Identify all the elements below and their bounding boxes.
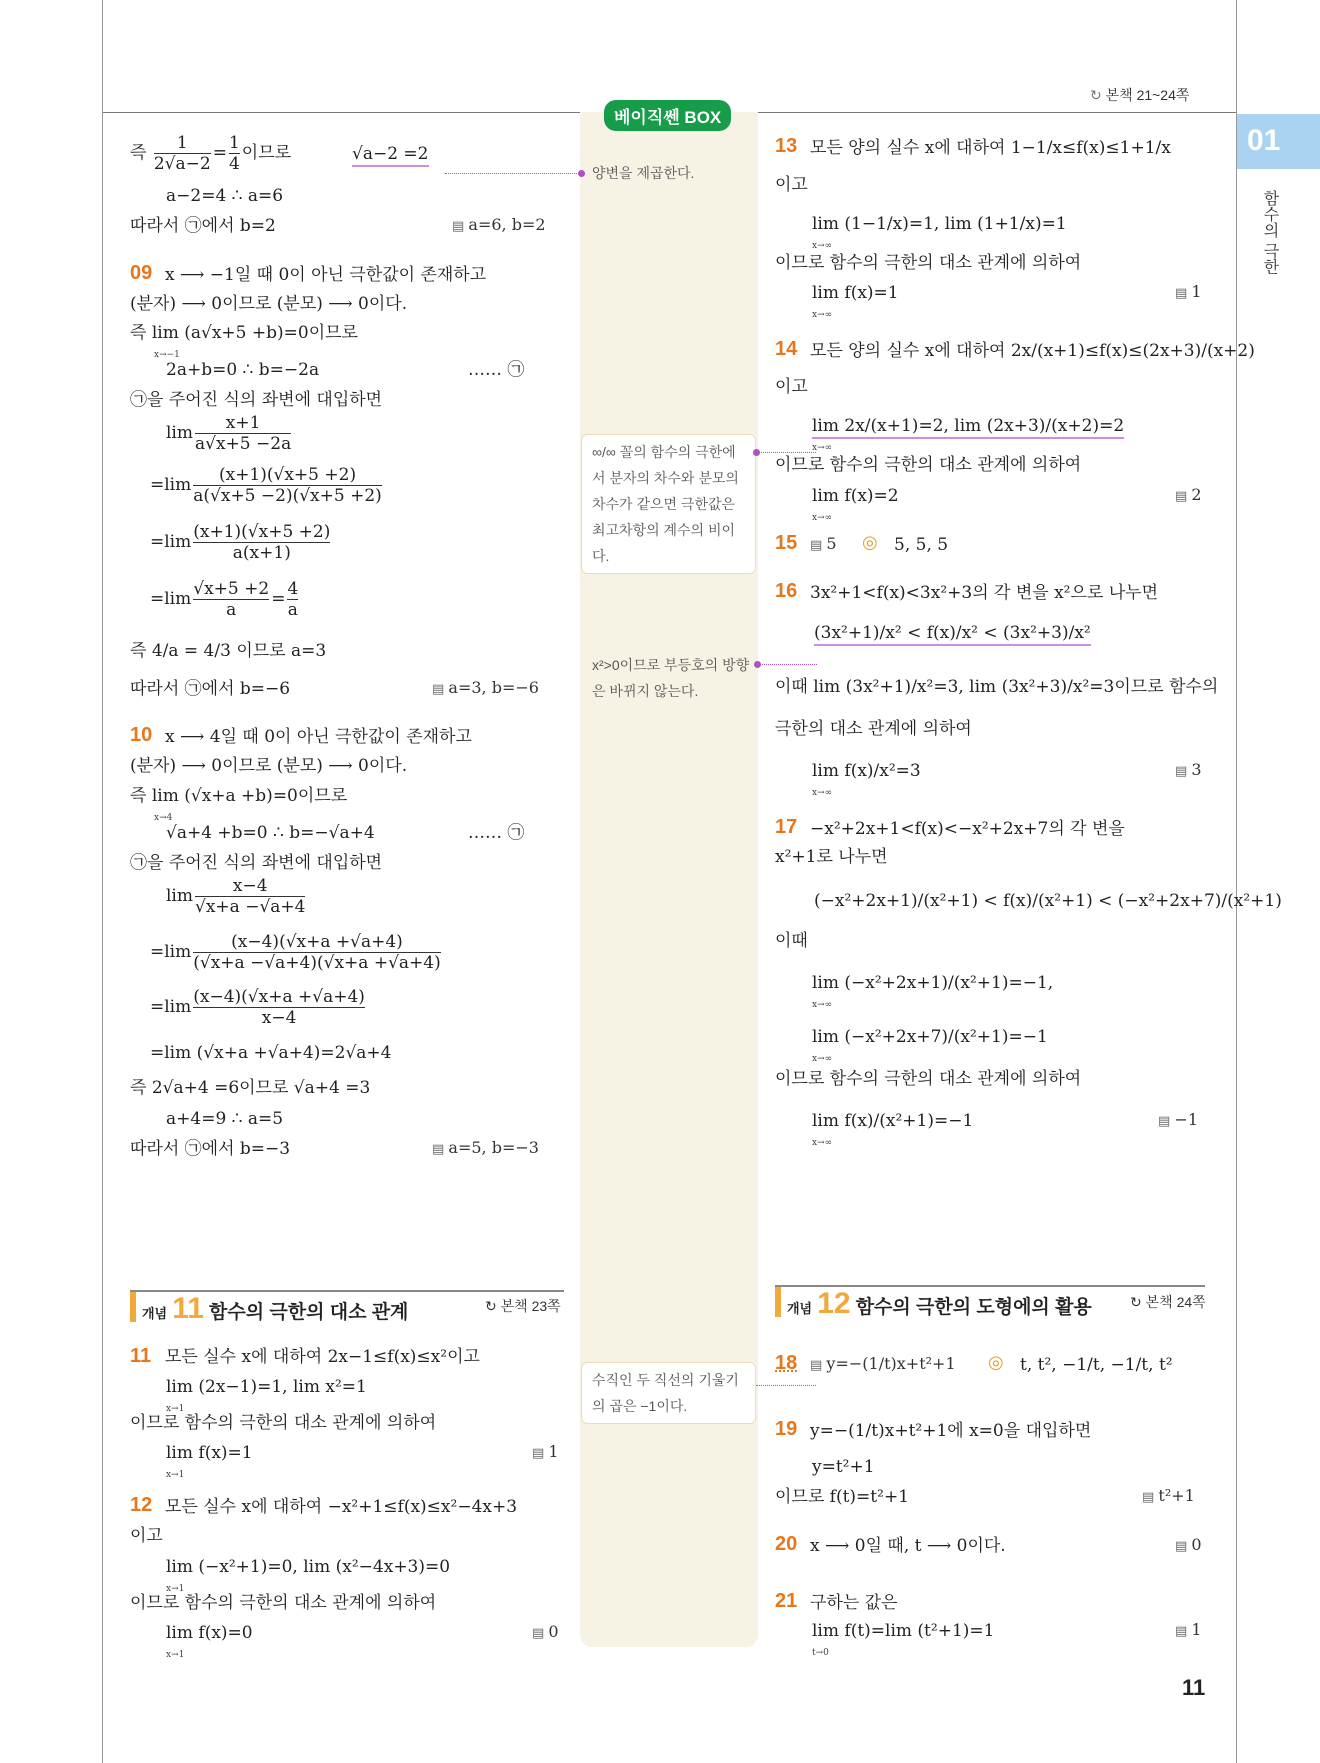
answer-mark: ▤ 1 [532, 1442, 559, 1461]
target-icon: ◎ [988, 1352, 1004, 1373]
section-11-ref: ↻ 본책 23쪽 [485, 1298, 561, 1314]
p17-l7: 이므로 함수의 극한의 대소 관계에 의하여 [775, 1069, 1082, 1089]
p17-l1: −x²+2x+1<f(x)<−x²+2x+7의 각 변을 [810, 819, 1125, 839]
p14-l5: lim f(x)=2 x→∞ [812, 486, 899, 523]
refresh-icon: ↻ [485, 1298, 501, 1314]
connector-line [445, 173, 585, 174]
answer-mark: ▤ −1 [1158, 1110, 1198, 1129]
p09-l1: x ⟶ −1일 때 0이 아닌 극한값이 존재하고 [165, 265, 487, 285]
note-square-both: 양변을 제곱한다. [592, 165, 695, 181]
refresh-icon: ↻ [1130, 1294, 1146, 1310]
answer-mark: ▤ 2 [1175, 485, 1202, 504]
p21-l1: 구하는 값은 [810, 1593, 898, 1613]
chapter-tab-title: 함수의 극한 [1261, 190, 1278, 275]
p20-l1: x ⟶ 0일 때, t ⟶ 0이다. [810, 1536, 1006, 1556]
p09-f3: =lim $\frac{(x+1)(√x+5 +2)}{a(x+1)}$ [150, 522, 331, 563]
p10-l4: √a+4 +b=0 ∴ b=−√a+4 [166, 823, 375, 843]
p17-l6: lim (−x²+2x+7)/(x²+1)=−1 x→∞ [812, 1027, 1048, 1064]
problem-number-20: 20 [775, 1533, 798, 1555]
p10-l8: 따라서 ㉠에서 b=−3 [130, 1139, 291, 1159]
p11-l3: 이므로 함수의 극한의 대소 관계에 의하여 [130, 1413, 437, 1433]
connector-line [757, 664, 817, 665]
problem-number-10: 10 [130, 724, 153, 746]
problem-number-17: 17 [775, 816, 798, 838]
p17-l2: x²+1로 나누면 [775, 847, 888, 867]
p16-l3: 이때 lim (3x²+1)/x²=3, lim (3x²+3)/x²=3이므로 함수의 [775, 677, 1219, 697]
answer-mark: ▤ a=5, b=−3 [432, 1138, 539, 1157]
p17-l5: lim (−x²+2x+1)/(x²+1)=−1, x→∞ [812, 973, 1054, 1010]
p13-l3: lim (1−1/x)=1, lim (1+1/x)=1 x→∞ [812, 214, 1067, 251]
p14-l4: 이므로 함수의 극한의 대소 관계에 의하여 [775, 455, 1082, 475]
answer-mark: ▤ y=−(1/t)x+t²+1 [810, 1354, 956, 1373]
p17-l8: lim f(x)/(x²+1)=−1 x→∞ [812, 1111, 974, 1148]
p13-l1: 모든 양의 실수 x에 대하여 1−1/x≤f(x)≤1+1/x [810, 138, 1171, 158]
section-12-header: 개념 12 함수의 극한의 도형에의 활용 [775, 1287, 1092, 1317]
answer-mark: ▤ t²+1 [1142, 1486, 1195, 1505]
p13-l5: lim f(x)=1 x→∞ [812, 283, 899, 320]
p10-f1: lim $\frac{x-4}{√x+a -√a+4}$ [166, 876, 306, 917]
answer-mark: ▤ a=6, b=2 [452, 215, 546, 234]
p12-l4: 이므로 함수의 극한의 대소 관계에 의하여 [130, 1593, 437, 1613]
p09-l3: 즉 lim (a√x+5 +b)=0이므로 x→−1 [130, 323, 358, 360]
problem-number-11: 11 [130, 1345, 152, 1367]
connector-line [756, 452, 816, 453]
left-l1: 즉 $\frac{1}{2√a-2}$ = $\frac{1}{4}$ 이므로 [130, 133, 292, 174]
p18-extra: t, t², −1/t, −1/t, t² [1020, 1355, 1173, 1375]
problem-number-14: 14 [775, 338, 798, 360]
p11-l4: lim f(x)=1 x→1 [166, 1443, 253, 1480]
box-title: 베이직쎈 BOX [604, 100, 731, 131]
p13-l4: 이므로 함수의 극한의 대소 관계에 의하여 [775, 253, 1082, 273]
p14-l1: 모든 양의 실수 x에 대하여 2x/(x+1)≤f(x)≤(2x+3)/(x+2) [810, 341, 1255, 361]
connector-dot [754, 661, 761, 668]
p10-l1: x ⟶ 4일 때 0이 아닌 극한값이 존재하고 [165, 727, 472, 747]
p21-l2: lim f(t)=lim (t²+1)=1 t→0 [812, 1621, 995, 1658]
p10-f4: =lim (√x+a +√a+4)=2√a+4 [150, 1043, 392, 1063]
p16-l2: (3x²+1)/x² < f(x)/x² < (3x²+3)/x² [814, 622, 1091, 646]
section-11-header: 개념 11 함수의 극한의 대소 관계 [130, 1292, 408, 1322]
p10-l2: (분자) ⟶ 0이므로 (분모) ⟶ 0이다. [130, 756, 408, 776]
connector-dot [578, 170, 585, 177]
p10-l7: a+4=9 ∴ a=5 [166, 1109, 284, 1129]
problem-number-18: 18 [775, 1352, 798, 1374]
left-l1-right: √a−2 =2 [352, 143, 429, 167]
p09-f4: =lim $\frac{√x+5 +2}{a}$ = $\frac{4}{a}$ [150, 579, 299, 620]
note-inequality: x²>0이므로 부등호의 방향은 바뀌지 않는다. [592, 657, 750, 699]
p12-l2: 이고 [130, 1526, 163, 1546]
connector-line [756, 1385, 816, 1386]
connector-dot [753, 449, 760, 456]
problem-number-21: 21 [775, 1590, 798, 1612]
p13-l2: 이고 [775, 175, 808, 195]
problem-number-15: 15 [775, 532, 798, 554]
answer-mark: ▤ 1 [1175, 282, 1202, 301]
page-left-border [102, 0, 103, 1763]
p10-l5: ㉠을 주어진 식의 좌변에 대입하면 [130, 853, 383, 873]
p09-l7: 따라서 ㉠에서 b=−6 [130, 679, 291, 699]
p09-l5: ㉠을 주어진 식의 좌변에 대입하면 [130, 390, 383, 410]
answer-mark: ▤ 0 [532, 1622, 559, 1641]
refresh-icon: ↻ [1090, 87, 1106, 103]
p09-l4-tag: …… ㉠ [468, 360, 525, 380]
p16-l1: 3x²+1<f(x)<3x²+3의 각 변을 x²으로 나누면 [810, 583, 1159, 603]
p11-l1: 모든 실수 x에 대하여 2x−1≤f(x)≤x²이고 [165, 1347, 480, 1367]
note-perpendicular: 수직인 두 직선의 기울기의 곱은 −1이다. [581, 1362, 756, 1424]
fraction: $\frac{1}{4}$ [228, 133, 240, 174]
p15-extra: 5, 5, 5 [894, 535, 949, 555]
chapter-tab-number: 01 [1237, 114, 1320, 169]
problem-number-19: 19 [775, 1418, 798, 1440]
problem-number-13: 13 [775, 135, 798, 157]
note-inf-ratio: ∞/∞ 꼴의 함수의 극한에서 분자의 차수와 분모의 차수가 같으면 극한값은 최고차항의 계수의 비이다. [581, 434, 756, 574]
p09-l2: (분자) ⟶ 0이므로 (분모) ⟶ 0이다. [130, 294, 408, 314]
p09-f1: lim $\frac{x+1}{a√x+5 -2a}$ [166, 413, 292, 454]
p19-l2: y=t²+1 [812, 1457, 875, 1477]
p12-l1: 모든 실수 x에 대하여 −x²+1≤f(x)≤x²−4x+3 [165, 1497, 518, 1517]
p16-l4: 극한의 대소 관계에 의하여 [775, 719, 972, 739]
header-ref: ↻ 본책 21~24쪽 [1090, 87, 1190, 103]
answer-mark: ▤ a=3, b=−6 [432, 678, 539, 697]
p12-l3: lim (−x²+1)=0, lim (x²−4x+3)=0 x→1 [166, 1557, 451, 1594]
page-number: 11 [1182, 1675, 1206, 1700]
p14-l2: 이고 [775, 377, 808, 397]
answer-mark: ▤ 3 [1175, 760, 1202, 779]
problem-number-16: 16 [775, 580, 798, 602]
problem-number-12: 12 [130, 1494, 153, 1516]
section-12-ref: ↻ 본책 24쪽 [1130, 1294, 1206, 1310]
p17-l3: (−x²+2x+1)/(x²+1) < f(x)/(x²+1) < (−x²+2x+7)/(x²+1) [814, 891, 1282, 911]
p17-l4: 이때 [775, 931, 808, 951]
answer-mark: ▤ 1 [1175, 1620, 1202, 1639]
p16-l5: lim f(x)/x²=3 x→∞ [812, 761, 921, 798]
left-l3: 따라서 ㉠에서 b=2 [130, 216, 276, 236]
fraction: $\frac{1}{2√a-2}$ [153, 133, 211, 174]
p19-l1: y=−(1/t)x+t²+1에 x=0을 대입하면 [810, 1421, 1092, 1441]
p14-l3: lim 2x/(x+1)=2, lim (2x+3)/(x+2)=2 x→∞ [812, 416, 1125, 453]
problem-number-09: 09 [130, 262, 153, 284]
page-right-border [1236, 0, 1237, 1763]
p12-l5: lim f(x)=0 x→1 [166, 1623, 253, 1660]
p10-l4-tag: …… ㉠ [468, 823, 525, 843]
p09-l4: 2a+b=0 ∴ b=−2a [166, 360, 320, 380]
p10-l3: 즉 lim (√x+a +b)=0이므로 x→4 [130, 786, 348, 823]
left-l2: a−2=4 ∴ a=6 [166, 186, 284, 206]
p10-l6: 즉 2√a+4 =6이므로 √a+4 =3 [130, 1078, 371, 1098]
answer-mark: ▤ 0 [1175, 1535, 1202, 1554]
p10-f3: =lim $\frac{(x-4)(√x+a +√a+4)}{x-4}$ [150, 987, 365, 1028]
p19-l3: 이므로 f(t)=t²+1 [775, 1487, 910, 1507]
target-icon: ◎ [862, 532, 878, 553]
p10-f2: =lim $\frac{(x-4)(√x+a +√a+4)}{(√x+a -√a+4)(√x+a +√a+4)}$ [150, 932, 441, 973]
answer-mark: ▤ 5 [810, 534, 837, 553]
p11-l2: lim (2x−1)=1, lim x²=1 x→1 [166, 1377, 367, 1414]
p09-f2: =lim $\frac{(x+1)(√x+5 +2)}{a(√x+5 -2)(√x+5 +2)}$ [150, 465, 382, 506]
p09-l6: 즉 4/a = 4/3 이므로 a=3 [130, 641, 327, 661]
